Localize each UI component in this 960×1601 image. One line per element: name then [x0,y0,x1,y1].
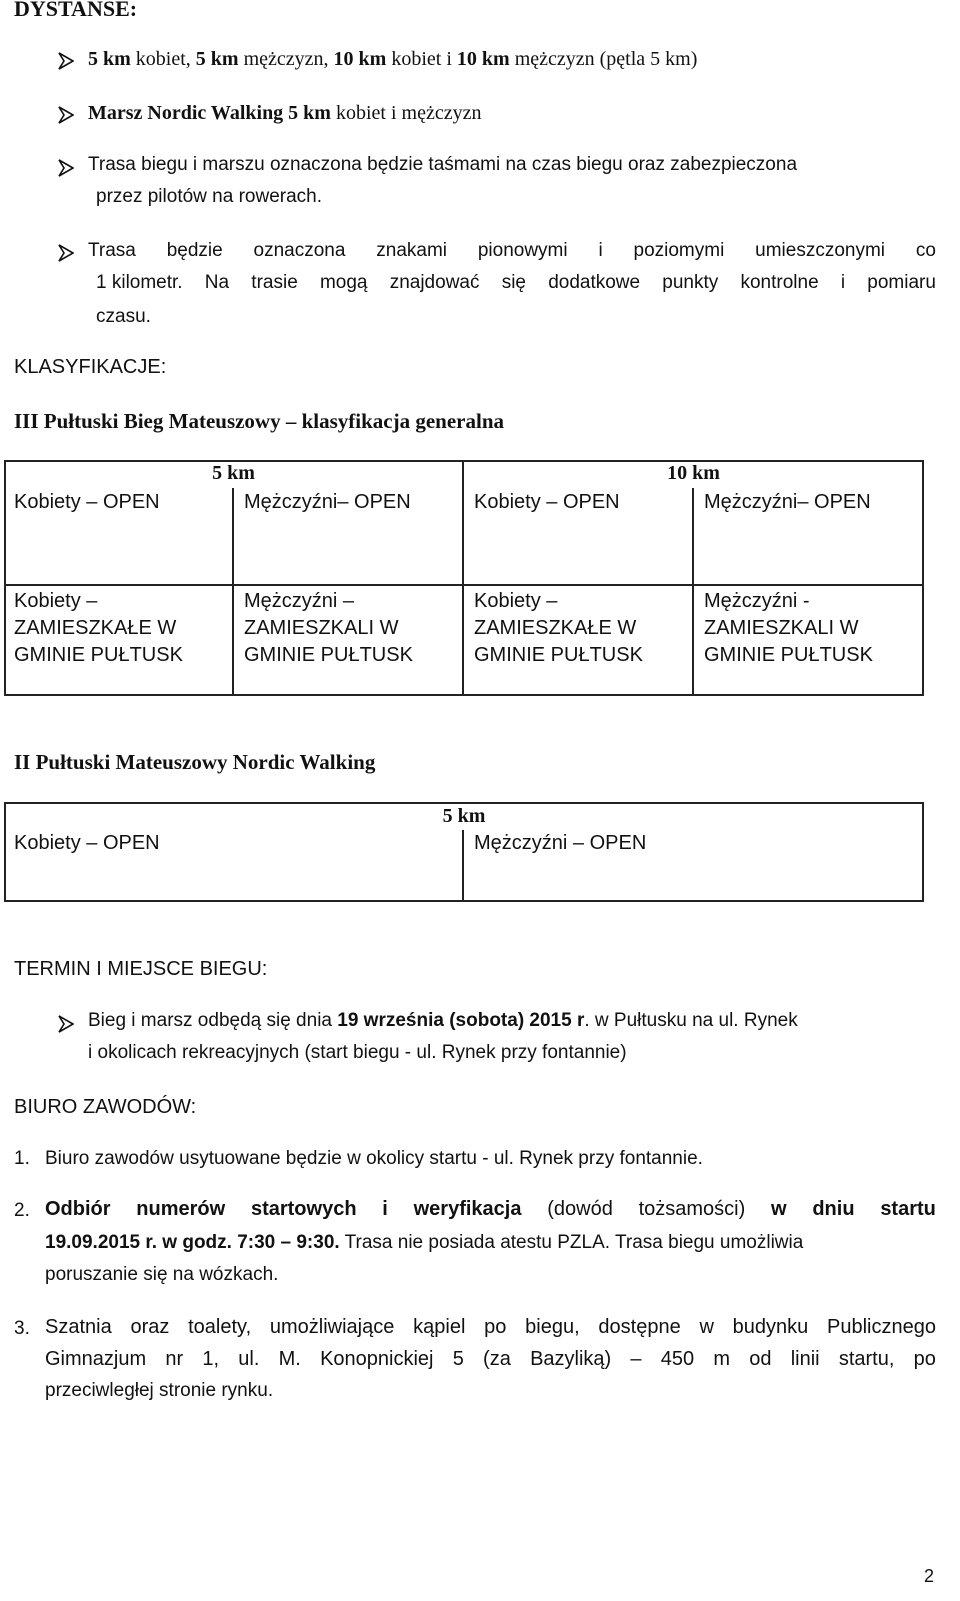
text-fragment: kobiet i [386,48,457,70]
table-cell [244,588,413,669]
word: M. [278,1348,301,1370]
word: oraz [130,1316,170,1338]
nordic-table [4,802,924,902]
word: i [598,240,603,261]
word: biegu, [525,1316,580,1338]
word: po [913,1348,936,1370]
distance-item-4-line-3: czasu. [96,306,151,327]
table-cell: Kobiety – OPEN [14,491,160,513]
word: kontrolne [740,272,819,293]
table-cell: Kobiety – OPEN [14,832,160,854]
word: i [840,272,846,293]
word: w [699,1316,714,1338]
word: od [749,1348,772,1370]
text-fragment: . w Pułtusku na ul. Rynek [584,1010,798,1031]
word: startowych [250,1198,357,1220]
word: budynku [732,1316,809,1338]
arrowhead-bullet-icon [58,159,74,177]
word: startu, [838,1348,895,1370]
word: poziomymi [633,240,725,261]
word: (za [483,1348,511,1370]
word: – [630,1348,642,1370]
cell-line: ZAMIESZKALI W [244,617,399,639]
list-number: 2. [14,1200,30,1221]
text-fragment: Trasa nie posiada atestu PZLA. Trasa biegu umożliwia [339,1232,804,1253]
biuro-item-1: Biuro zawodów usytuowane będzie w okolicy startu - ul. Rynek przy fontannie. [45,1148,703,1169]
table-cell: Kobiety – OPEN [474,491,620,513]
text-fragment: 5 km [88,48,131,70]
word: mogą [319,272,368,293]
list-number: 1. [14,1148,30,1169]
text-fragment: kobiet i mężczyzn [330,102,482,124]
word: startu [880,1198,936,1220]
word: dostępne [598,1316,681,1338]
cell-line: GMINIE PUŁTUSK [704,644,873,666]
text-fragment: mężczyzn, [238,48,334,70]
table-header-10km: 10 km [667,462,720,484]
word: dodatkowe [548,272,641,293]
table-cell [474,588,643,669]
biuro-item-3-line-3: przeciwległej stronie rynku. [45,1380,274,1401]
word: dniu [812,1198,855,1220]
table-cell: Mężczyźni– OPEN [244,491,411,513]
word: 1 kilometr. [96,272,183,293]
list-number: 3. [14,1318,30,1339]
cell-line: Kobiety – [14,590,98,612]
word: punkty [662,272,719,293]
text-fragment: 10 km [333,48,387,70]
word: m [713,1348,731,1370]
word: (dowód [547,1198,613,1220]
word: Gimnazjum [45,1348,147,1370]
distance-item-1 [88,48,697,71]
heading-dystanse: DYSTANSE: [14,0,138,21]
distance-item-4-line-2 [96,272,936,294]
word: pomiaru [867,272,936,293]
word: 450 [660,1348,695,1370]
word: 1, [202,1348,220,1370]
text-fragment: Marsz Nordic Walking 5 km [88,102,331,124]
termin-line-2: i okolicach rekreacyjnych (start biegu - ul. Rynek przy fontannie) [88,1042,627,1063]
word: co [915,240,936,261]
text-fragment: kobiet, [130,48,196,70]
word: znajdować [389,272,480,293]
word: i [382,1198,388,1220]
table-cell [14,588,183,669]
distance-item-3-line-1: Trasa biegu i marszu oznaczona będzie taśmami na czas biegu oraz zabezpieczona [88,154,798,175]
arrowhead-bullet-icon [58,1015,74,1033]
word: 5 [452,1348,464,1370]
heading-klasyfikacje: KLASYFIKACJE: [14,356,167,378]
word: w [771,1198,787,1220]
table-cell [704,588,873,669]
cell-line: GMINIE PUŁTUSK [14,644,183,666]
table-cell: Mężczyźni – OPEN [474,832,647,854]
biuro-item-2-line-1 [45,1198,936,1221]
heading-nordic-walking: II Pułtuski Mateuszowy Nordic Walking [14,750,376,774]
word: weryfikacja [413,1198,522,1220]
arrowhead-bullet-icon [58,106,74,124]
word: trasie [251,272,298,293]
word: Konopnickiej [320,1348,434,1370]
word: nr [165,1348,184,1370]
cell-line: GMINIE PUŁTUSK [244,644,413,666]
distance-item-2 [88,102,481,125]
word: Publicznego [827,1316,936,1338]
biuro-item-3-line-2 [45,1348,936,1371]
cell-line: Mężczyźni - [704,590,810,612]
cell-line: ZAMIESZKAŁE W [14,617,177,639]
text-fragment: mężczyzn (pętla 5 km) [509,48,698,70]
word: numerów [136,1198,226,1220]
cell-line: ZAMIESZKALI W [704,617,859,639]
table-header-5km: 5 km [212,462,255,484]
word: linii [790,1348,820,1370]
word: ul. [238,1348,260,1370]
word: tożsamości) [638,1198,746,1220]
word: pionowymi [477,240,568,261]
word: Trasa [88,240,136,261]
table-cell: Mężczyźni– OPEN [704,491,871,513]
text-fragment: 19.09.2015 r. w godz. 7:30 – 9:30. [45,1232,340,1253]
word: będzie [166,240,223,261]
text-fragment: 5 km [195,48,239,70]
heading-biuro: BIURO ZAWODÓW: [14,1096,197,1118]
word: znakami [376,240,448,261]
word: po [484,1316,507,1338]
cell-line: GMINIE PUŁTUSK [474,644,643,666]
word: Odbiór [45,1198,111,1220]
word: oznaczona [253,240,346,261]
biuro-item-3-line-1 [45,1316,936,1339]
distance-item-3-line-2: przez pilotów na rowerach. [96,186,322,207]
classification-table [4,460,924,696]
word: Szatnia [45,1316,112,1338]
text-fragment: Bieg i marsz odbędą się dnia [88,1010,338,1031]
heading-termin: TERMIN I MIEJSCE BIEGU: [14,958,268,980]
word: Bazyliką) [530,1348,612,1370]
biuro-item-2-line-2 [45,1232,803,1254]
word: umożliwiające [269,1316,395,1338]
cell-line: Mężczyźni – [244,590,355,612]
word: się [501,272,526,293]
arrowhead-bullet-icon [58,244,74,262]
cell-line: Kobiety – [474,590,558,612]
cell-line: ZAMIESZKAŁE W [474,617,637,639]
arrowhead-bullet-icon [58,52,74,70]
table-header-5km: 5 km [442,805,486,827]
word: umieszczonymi [755,240,886,261]
termin-line-1 [88,1010,798,1032]
biuro-item-2-line-3: poruszanie się na wózkach. [45,1264,279,1285]
page-number: 2 [924,1566,935,1586]
word: kąpiel [413,1316,466,1338]
heading-bieg-classification: III Pułtuski Bieg Mateuszowy – klasyfikacja generalna [14,409,505,433]
text-fragment: 19 września (sobota) 2015 r [337,1010,585,1031]
word: Na [204,272,230,293]
word: toalety, [188,1316,252,1338]
distance-item-4-line-1 [88,240,936,262]
text-fragment: 10 km [456,48,510,70]
